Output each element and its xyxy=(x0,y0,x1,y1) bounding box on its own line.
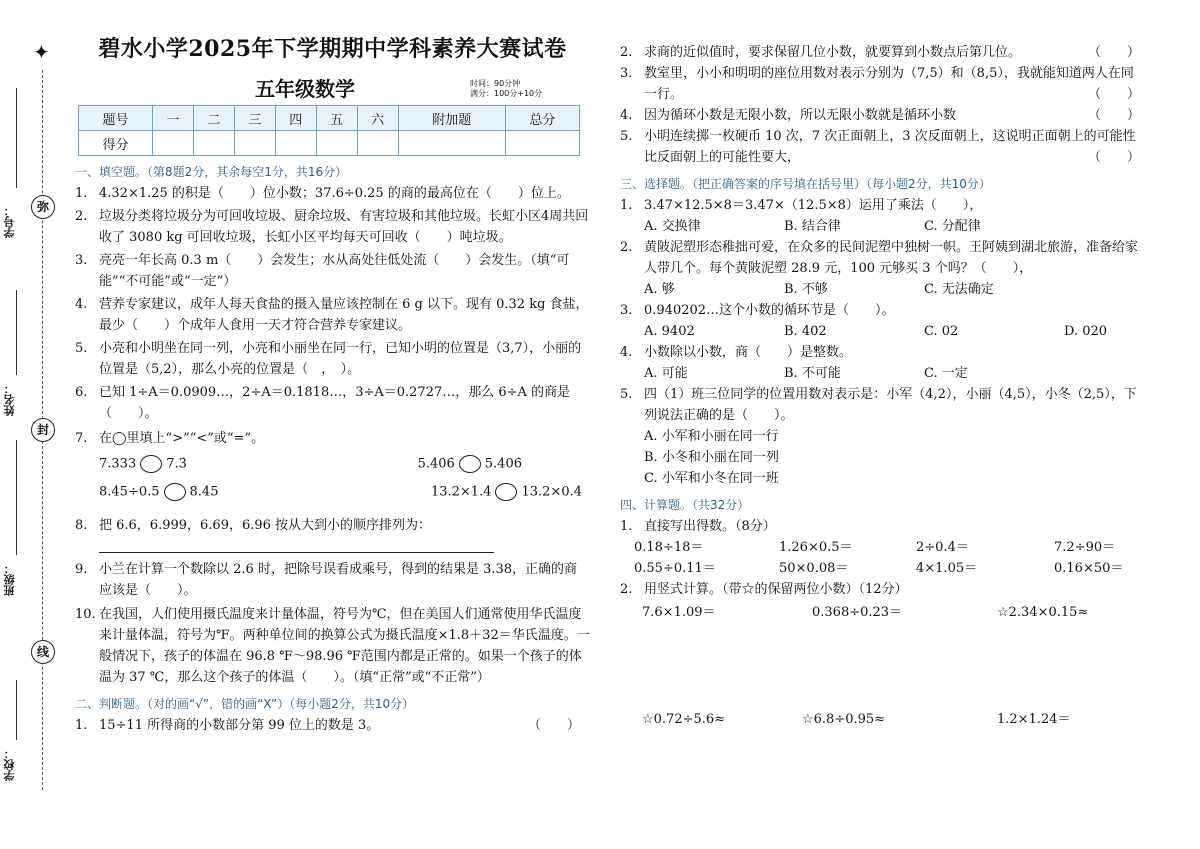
score-cell[interactable] xyxy=(275,131,316,156)
choice-options-1 xyxy=(620,216,1140,237)
score-table-row xyxy=(79,131,580,156)
score-header-cell: 五 xyxy=(316,106,357,131)
choice-options-2 xyxy=(620,279,1140,300)
fill-question-9-text: 小兰在计算一个数除以 2.6 时，把除号误看成乘号，得到的结果是 3.38，正确的商应该是（ ）。 xyxy=(99,562,578,598)
name-label: 姓名： xyxy=(3,383,16,416)
compare-left: 8.45÷0.5 xyxy=(99,484,160,500)
calc-part-1-text: 直接写出得数。（8分） xyxy=(644,519,776,534)
class-label: 班级： xyxy=(3,563,16,596)
choice-option[interactable]: B. 不够 xyxy=(784,282,828,297)
choice-option[interactable]: B. 小冬和小丽在同一列 xyxy=(644,450,779,465)
choice-options-5 xyxy=(620,426,1140,489)
judge-question-3-text: 教室里，小小和明明的座位用数对表示分别为（7,5）和（8,5），我就能知道两人在同一行。 xyxy=(644,66,1134,102)
fill-question-6: 6. 已知 1÷A＝0.0909…，2÷A＝0.1818…，3÷A＝0.2727…，那么 6÷A 的商是（ ）。 xyxy=(75,382,590,424)
fill-question-5-text: 小亮和小明坐在同一列，小亮和小丽坐在同一行，已知小明的位置是（3,7），小丽的位置是（5,2），那么小亮的位置是（ ， ）。 xyxy=(99,341,582,377)
compare-left: 13.2×1.4 xyxy=(430,484,492,500)
judge-question-1: 1. 15÷11 所得商的小数部分第 99 位上的数是 3。 （ ） xyxy=(75,715,590,736)
choice-option[interactable]: C. 一定 xyxy=(924,366,968,381)
score-table xyxy=(78,105,580,156)
choice-question-3: 3. 0.940202…这个小数的循环节是（ ）。 xyxy=(620,300,1140,321)
school-line xyxy=(16,680,17,740)
choice-question-1-text: 3.47×12.5×8＝3.47×（12.5×8）运用了乘法（ ）， xyxy=(644,198,983,213)
compare-right: 8.45 xyxy=(189,484,219,500)
binding-strip xyxy=(0,0,60,849)
score-header-cell: 附加题 xyxy=(398,106,505,131)
score-cell[interactable] xyxy=(153,131,194,156)
calc-part-2: 2. 用竖式计算。（带☆的保留两位小数）（12分） xyxy=(620,579,1140,600)
calc-part-2-text: 用竖式计算。（带☆的保留两位小数）（12分） xyxy=(644,582,908,597)
compare-circle[interactable] xyxy=(164,483,186,501)
compare-item xyxy=(431,483,582,501)
score-cell[interactable] xyxy=(316,131,357,156)
choice-question-3-text: 0.940202…这个小数的循环节是（ ）。 xyxy=(644,303,895,318)
subtitle-row xyxy=(75,73,590,105)
choice-option[interactable]: B. 402 xyxy=(784,324,827,339)
fill-question-2: 2. 垃圾分类将垃圾分为可回收垃圾、厨余垃圾、有害垃圾和其他垃圾。长虹小区4周共回收了 3080 kg 可回收垃圾，长虹小区平均每天可回收（ ）吨垃圾。 xyxy=(75,206,590,248)
vertical-calc-item: 1.2×1.24＝ xyxy=(997,712,1071,727)
score-cell[interactable] xyxy=(234,131,275,156)
vertical-calc-workspace-1[interactable] xyxy=(620,623,1140,709)
score-cell[interactable] xyxy=(505,131,579,156)
score-header-cell: 六 xyxy=(357,106,398,131)
section-fill-heading: 一、填空题。（第8题2分，其余每空1分，共16分） xyxy=(75,165,348,179)
judge-question-5-text: 小明连续掷一枚硬币 10 次，7 次正面朝上，3 次反面朝上，这说明正面朝上的可能性比反面朝上的可能性要大， xyxy=(644,129,1136,165)
judge-question-1-text: 15÷11 所得商的小数部分第 99 位上的数是 3。 xyxy=(99,718,380,733)
choice-option[interactable]: A. 9402 xyxy=(644,324,695,339)
score-header-cell: 三 xyxy=(234,106,275,131)
fill-question-8-text: 把 6.6，6.999，6.69，6.96 按从大到小的顺序排列为： xyxy=(99,518,432,533)
oral-calc-item: 0.16×50＝ xyxy=(1054,561,1124,576)
score-header-cell: 二 xyxy=(194,106,235,131)
choice-question-4-text: 小数除以小数，商（ ）是整数。 xyxy=(644,345,853,360)
fill-question-4-text: 营养专家建议，成年人每天食盐的摄入量应该控制在 6 g 以下。现有 0.32 kg 食盐，最少（ ）个成年人食用一天才符合营养专家建议。 xyxy=(99,297,589,333)
judge-question-2: 2. 求商的近似值时，要求保留几位小数，就要算到小数点后第几位。 （ ） xyxy=(620,42,1140,63)
choice-option[interactable]: C. 小军和小冬在同一班 xyxy=(644,471,779,486)
answer-line[interactable] xyxy=(99,552,494,553)
choice-options-3 xyxy=(620,321,1140,342)
choice-question-4: 4. 小数除以小数，商（ ）是整数。 xyxy=(620,342,1140,363)
time-score-info xyxy=(470,79,542,99)
vertical-calc-item: ☆2.34×0.15≈ xyxy=(997,605,1089,620)
fill-question-4: 4. 营养专家建议，成年人每天食盐的摄入量应该控制在 6 g 以下。现有 0.32 kg 食盐，最少（ ）个成年人食用一天才符合营养专家建议。 xyxy=(75,294,590,336)
vertical-calc-item: 7.6×1.09＝ xyxy=(642,605,716,620)
section-judge-heading: 二、判断题。（对的画“√”，错的画“X”）（每小题2分，共10分） xyxy=(75,697,415,711)
fill-question-1-text: 4.32×1.25 的积是（ ）位小数；37.6÷0.25 的商的最高位在（ ）位上。 xyxy=(99,186,570,201)
answer-paren[interactable]: （ ） xyxy=(1087,150,1140,165)
compare-right: 7.3̇ xyxy=(166,456,187,472)
score-header-cell: 四 xyxy=(275,106,316,131)
section-calc-heading: 四、计算题。（共32分） xyxy=(620,498,750,512)
seal-char-mi: 弥 xyxy=(31,195,55,219)
vertical-calc-item: 0.368÷0.23＝ xyxy=(812,605,903,620)
left-column xyxy=(75,32,590,736)
fill-question-9: 9. 小兰在计算一个数除以 2.6 时，把除号误看成乘号，得到的结果是 3.38，正确的商应该是（ ）。 xyxy=(75,559,590,601)
vertical-calc-row-1 xyxy=(620,602,1140,623)
oral-calc-row-1 xyxy=(620,537,1140,558)
judge-question-2-text: 求商的近似值时，要求保留几位小数，就要算到小数点后第几位。 xyxy=(644,45,1022,60)
section-choice-heading: 三、选择题。（把正确答案的序号填在括号里）（每小题2分，共10分） xyxy=(620,177,991,191)
fill-question-10: 10. 在我国，人们使用摄氏温度来计量体温，符号为℃，但在美国人们通常使用华氏温度来计量体温，符号为℉。两种单位间的换算公式为摄氏温度×1.8＋32＝华氏温度。一般情况下，孩子的体温在 96.8 ℉～98.96 ℉范围内都是正常的。如果一个孩子的体温为 37 ℃，那么这个孩子的体温（ ）。（填“正常”或“不正常”） xyxy=(75,604,590,688)
calc-part-1: 1. 直接写出得数。（8分） xyxy=(620,516,1140,537)
choice-question-2-text: 黄陂泥塑形态稚拙可爱，在众多的民间泥塑中独树一帜。王阿姨到湖北旅游，准备给家人带几个。每个黄陂泥塑 28.9 元，100 元够买 3 个吗？（ ）， xyxy=(644,240,1139,276)
vertical-calc-item: ☆0.72÷5.6≈ xyxy=(642,712,726,727)
time-limit: 时间：90分钟 xyxy=(470,79,521,88)
name-line xyxy=(16,290,17,375)
compare-right: 5.406̇ xyxy=(484,456,522,472)
compare-circle[interactable] xyxy=(459,455,481,473)
vertical-calc-row-2 xyxy=(620,709,1140,730)
score-header-cell: 总分 xyxy=(505,106,579,131)
compare-item xyxy=(99,455,187,473)
score-header-cell: 题号 xyxy=(79,106,153,131)
choice-option[interactable]: C. 分配律 xyxy=(924,219,981,234)
judge-question-5: 5. 小明连续掷一枚硬币 10 次，7 次正面朝上，3 次反面朝上，这说明正面朝上的可能性比反面朝上的可能性要大， （ ） xyxy=(620,126,1140,168)
exam-subtitle: 五年级数学 xyxy=(255,77,355,101)
student-id-label: 学号： xyxy=(3,205,16,238)
score-cell[interactable] xyxy=(194,131,235,156)
fill-question-6-text: 已知 1÷A＝0.0909…，2÷A＝0.1818…，3÷A＝0.2727…，那么 6÷A 的商是（ ）。 xyxy=(99,385,571,421)
choice-option[interactable]: C. 无法确定 xyxy=(924,282,994,297)
answer-paren[interactable]: （ ） xyxy=(1087,45,1140,60)
fill-question-3-text: 亮亮一年长高 0.3 m（ ）会发生；水从高处往低处流（ ）会发生。（填“可能”“不可能”或“一定”） xyxy=(99,253,570,289)
choice-question-1: 1. 3.47×12.5×8＝3.47×（12.5×8）运用了乘法（ ）， xyxy=(620,195,1140,216)
exam-title: 碧水小学2025年下学期期中学科素养大赛试卷 xyxy=(98,36,567,62)
answer-paren[interactable]: （ ） xyxy=(1087,108,1140,123)
choice-option[interactable]: C. 02 xyxy=(924,324,959,339)
compare-row-2 xyxy=(75,477,590,505)
score-header-cell: 一 xyxy=(153,106,194,131)
score-cell[interactable] xyxy=(398,131,505,156)
oral-calc-item: 4×1.05＝ xyxy=(916,561,978,576)
fill-question-8: 8. 把 6.6，6.999，6.69，6.96 按从大到小的顺序排列为： xyxy=(75,515,590,536)
choice-question-5: 5. 四（1）班三位同学的位置用数对表示是：小军（4,2），小丽（4,5），小冬（2,5），下列说法正确的是（ ）。 xyxy=(620,384,1140,426)
fill-question-5: 5. 小亮和小明坐在同一列，小亮和小丽坐在同一行，已知小明的位置是（3,7），小丽的位置是（5,2），那么小亮的位置是（ ， ）。 xyxy=(75,338,590,380)
fill-question-7: 7. 在◯里填上“>”“<”或“=”。 xyxy=(75,428,590,449)
oral-calc-item: 7.2÷90＝ xyxy=(1054,540,1116,555)
choice-question-5-text: 四（1）班三位同学的位置用数对表示是：小军（4,2），小丽（4,5），小冬（2,5），下列说法正确的是（ ）。 xyxy=(644,387,1137,423)
fill-question-10-text: 在我国，人们使用摄氏温度来计量体温，符号为℃，但在美国人们通常使用华氏温度来计量体温，符号为℉。两种单位间的换算公式为摄氏温度×1.8＋32＝华氏温度。一般情况下，孩子的体温在 96.8 ℉～98.96 ℉范围内都是正常的。如果一个孩子的体温为 37 ℃，那么这个孩子的体温（ ）。（填“正常”或“不正常”） xyxy=(99,607,590,685)
score-cell[interactable] xyxy=(357,131,398,156)
answer-paren[interactable]: （ ） xyxy=(1087,87,1140,102)
judge-question-4: 4. 因为循环小数是无限小数，所以无限小数就是循环小数 （ ） xyxy=(620,105,1140,126)
class-line xyxy=(16,440,17,555)
choice-option[interactable]: A. 小军和小丽在同一行 xyxy=(644,429,779,444)
oral-calc-item: 1.26×0.5＝ xyxy=(779,540,853,555)
judge-question-3: 3. 教室里，小小和明明的座位用数对表示分别为（7,5）和（8,5），我就能知道两人在同一行。 （ ） xyxy=(620,63,1140,105)
full-score: 满分：100分+10分 xyxy=(470,89,543,98)
compare-right: 13.2×0.4 xyxy=(521,484,582,500)
seal-char-feng: 封 xyxy=(31,418,55,442)
compare-circle[interactable] xyxy=(495,483,517,501)
compare-circle[interactable] xyxy=(140,455,162,473)
vertical-calc-item: ☆6.8÷0.95≈ xyxy=(802,712,886,727)
choice-options-4 xyxy=(620,363,1140,384)
oral-calc-item: 0.55÷0.11＝ xyxy=(634,561,716,576)
choice-option[interactable]: A. 够 xyxy=(644,282,675,297)
choice-question-2: 2. 黄陂泥塑形态稚拙可爱，在众多的民间泥塑中独树一帜。王阿姨到湖北旅游，准备给家人带几个。每个黄陂泥塑 28.9 元，100 元够买 3 个吗？（ ）， xyxy=(620,237,1140,279)
choice-option[interactable]: B. 结合律 xyxy=(784,219,841,234)
fill-question-3: 3. 亮亮一年长高 0.3 m（ ）会发生；水从高处往低处流（ ）会发生。（填“可能”“不可能”或“一定”） xyxy=(75,250,590,292)
star-icon: ✦ xyxy=(33,40,50,64)
fill-question-7-text: 在◯里填上“>”“<”或“=”。 xyxy=(99,431,265,446)
compare-item xyxy=(99,483,218,501)
compare-row-1 xyxy=(75,449,590,477)
oral-calc-item: 2÷0.4＝ xyxy=(916,540,969,555)
school-label: 学校： xyxy=(3,748,16,781)
fill-question-1: 1. 4.32×1.25 的积是（ ）位小数；37.6÷0.25 的商的最高位在（ ）位上。 xyxy=(75,183,590,204)
oral-calc-item: 0.18÷18＝ xyxy=(634,540,704,555)
oral-calc-row-2 xyxy=(620,558,1140,579)
score-row-label: 得分 xyxy=(79,131,153,156)
score-table-header xyxy=(79,106,580,131)
student-id-line xyxy=(16,88,17,188)
choice-option[interactable]: B. 不可能 xyxy=(784,366,841,381)
choice-option[interactable]: D. 020 xyxy=(1064,324,1108,339)
judge-question-4-text: 因为循环小数是无限小数，所以无限小数就是循环小数 xyxy=(644,108,957,123)
answer-paren[interactable]: （ ） xyxy=(527,718,580,733)
choice-option[interactable]: A. 可能 xyxy=(644,366,688,381)
right-column xyxy=(620,42,1140,730)
fill-question-2-text: 垃圾分类将垃圾分为可回收垃圾、厨余垃圾、有害垃圾和其他垃圾。长虹小区4周共回收了 3080 kg 可回收垃圾，长虹小区平均每天可回收（ ）吨垃圾。 xyxy=(99,209,589,245)
compare-left: 5.40̇6̇ xyxy=(417,456,455,472)
compare-left: 7.333 xyxy=(99,456,137,472)
compare-item xyxy=(418,455,522,473)
choice-option[interactable]: A. 交换律 xyxy=(644,219,701,234)
seal-char-xian: 线 xyxy=(31,640,55,664)
oral-calc-item: 50×0.08＝ xyxy=(779,561,849,576)
